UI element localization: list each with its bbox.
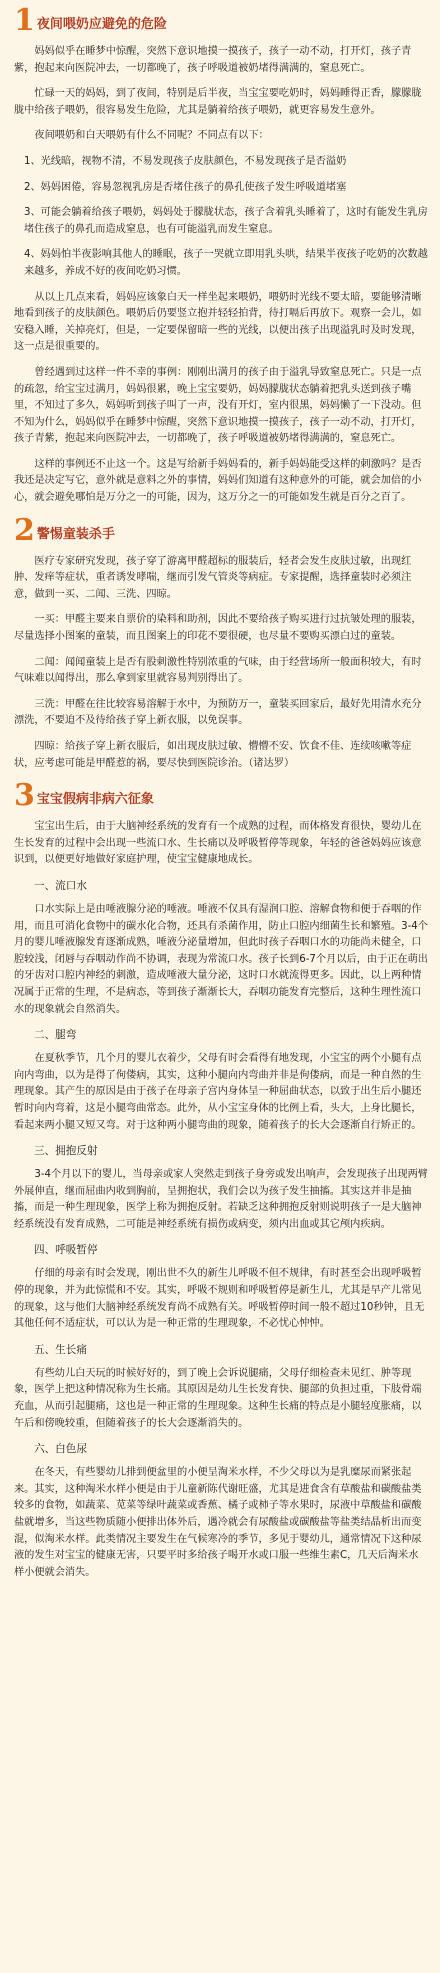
subsection-heading: 一、流口水 xyxy=(34,879,87,892)
subsection-heading: 六、白色尿 xyxy=(34,1443,87,1456)
subsection-heading: 五、生长痛 xyxy=(34,1343,87,1356)
paragraph: 仔细的母亲有时会发现，刚出世不久的新生儿呼吸不但不规律，有时甚至会出现呼吸暂停的现象，并为此惊慌和不安。其实，呼吸不规则和呼吸暂停是新生儿，尤其是早产儿常见的现象，这与他们大脑神经系统发育尚不成熟有关。呼吸暂停时间一般不超过10秒钟，且无其他任何不适症状，可以认为是一种正常的生理现象，不必忧心忡忡。 xyxy=(14,1268,425,1330)
paragraph: 曾经遇到过这样一件不幸的事例：刚刚出满月的孩子由于溢乳导致窒息死亡。只是一点的疏忽，给宝宝过满月，妈妈很累，晚上宝宝要奶，妈妈朦胧状态躺着把乳头送到孩子嘴里，不知过了多久，妈妈听到孩子叫了一声，没有开灯，室内很黑，妈妈懒了一下没动。但不知为什么，妈妈似乎在睡梦中惊醒，突然下意识地摸一摸孩子，孩子一动不动，打开灯，孩子青紫，抱起来向医院冲去，一切都晚了，孩子呼吸道被奶堵得满满的，窒息死亡。 xyxy=(14,366,422,445)
paragraph: 妈妈似乎在睡梦中惊醒，突然下意识地摸一摸孩子，孩子一动不动，打开灯，孩子青紫，抱起来向医院冲去，一切都晚了，孩子呼吸道被奶堵得满满的，窒息死亡。 xyxy=(14,46,412,74)
subsection-heading: 四、呼吸暂停 xyxy=(34,1244,98,1257)
subsection-heading: 二、腿弯 xyxy=(34,1029,77,1042)
section-number: 3 xyxy=(14,778,35,814)
paragraph: 有些幼儿白天玩的时候好好的，到了晚上会诉说腿痛，父母仔细检查未见红、肿等现象，医学上把这种情况称为生长痛。其原因是幼儿生长发育快、腿部的负担过重，下肢骨端充血，从而引起腿痛，这也是一种正常的生理现象。这种生长痛的特点是小腿轻度胀痛，以午后和傍晚较重，但随着孩子的长大会逐渐消失的。 xyxy=(14,1367,422,1429)
paragraph: 一买：甲醛主要来自票价的染料和助剂，因此不要给孩子购买进行过抗皱处理的服装，尽量选择小图案的童装，而且图案上的印花不要很硬，也尽量不要购买漂白过的童装。 xyxy=(14,614,422,643)
section-title: 警惕童装杀手 xyxy=(36,526,115,542)
list-item: 3、可能会躺着给孩子喂奶，妈妈处于朦胧状态，孩子含着乳头睡着了，这时有能发生乳房堵住孩子的鼻孔而造成窒息，也有可能溢乳而发生窒息。 xyxy=(24,207,428,235)
section-header-2 xyxy=(14,512,428,548)
list-item: 1、光线暗，视物不清，不易发现孩子皮肤颜色，不易发现孩子是否溢奶 xyxy=(24,155,347,167)
section-header-1 xyxy=(14,3,428,38)
paragraph: 夜间喂奶和白天喂奶有什么不同呢？不同点有以下： xyxy=(34,130,269,142)
section-number: 2 xyxy=(14,512,35,548)
paragraph: 医疗专家研究发现，孩子穿了游离甲醛超标的服装后，轻者会发生皮肤过敏，出现红肿、发痒等症状，重者诱发哮喘，继而引发气管炎等病症。专家提醒，选择童装时必须注意，做到一买、二闻、三洗、四晾。 xyxy=(14,555,412,600)
section-number: 1 xyxy=(14,3,35,38)
paragraph: 三洗：甲醛在往比较容易溶解于水中，为预防万一，童装买回家后，最好先用清水充分漂洗，不要迫不及待给孩子穿上新衣服，以免误事。 xyxy=(14,698,422,727)
paragraph: 在冬天，有些婴幼儿排到便盆里的小便呈淘米水样，不少父母以为是乳糜尿而紧张起来。其实，这种淘米水样小便是由于儿童新陈代谢旺盛，尤其是进食含有草酸盐和碳酸盐类较多的食物，如蔬菜、苋菜等绿叶蔬菜或香蕉、橘子或柿子等水果时，尿液中草酸盐和碳酸盐就增多，当这些物质随小便排出体外后，遇冷就会有尿酸盐或碳酸盐等盐类结晶析出而变混，似淘米水样。此类情况主要发生在气候寒冷的季节，多见于婴幼儿，通常情况下这种尿液的发生对宝宝的健康无害，只要平时多给孩子喝开水或口服一些维生素C，几天后淘米水样小便就会消失。 xyxy=(14,1467,422,1578)
section-header-3 xyxy=(14,778,428,814)
paragraph: 这样的事例还不止这一个。这是写给新手妈妈看的，新手妈妈能受这样的刺激吗？是否我还是决定写它，意外就是意料之外的事情，妈妈们知道有这种意外的可能，就会加倍的小心，就会避免哪怕是万分之一的可能，因为，这万分之一的可能如发生就是百分之百了。 xyxy=(14,458,422,504)
paragraph: 四晾：给孩子穿上新衣服后，如出现皮肤过敏、懵懵不安、饮食不佳、连续咳嗽等症状，应考虑可能是甲醛惹的祸，要尽快到医院诊治。（诸达罗） xyxy=(14,741,412,769)
paragraph: 在夏秋季节，几个月的婴儿衣着少，父母有时会看得有地发现，小宝宝的两个小腿有点向内弯曲，以为是得了佝偻病，其实，这种小腿向内弯曲并非是佝偻病，而是一种自然的生理现象。其产生的原因是由于孩子在母亲子宫内身体呈一种屈曲状态，以致于出生后小腿还暂时向内弯着，这是小腿弯曲常态。此外，从小宝宝身体的比例上看，头大，上身比腿长，看起来两小腿又短又弯。对于这种两小腿弯曲的现象，随着孩子的长大会逐渐自行矫正的。 xyxy=(14,1053,422,1131)
list-item: 4、妈妈怕半夜影响其他人的睡眠，孩子一哭就立即用乳头哄，结果半夜孩子吃奶的次数越来越多，养成不好的夜间吃奶习惯。 xyxy=(24,249,428,277)
paragraph: 口水实际上是由唾液腺分泌的唾液。唾液不仅具有湿润口腔、溶解食物和便于吞咽的作用，而且可消化食物中的碳水化合物，还具有杀菌作用，防止口腔内细菌生长和繁殖。3-4个月的婴儿唾液腺发育逐渐成熟，唾液分泌量增加，但此时孩子吞咽口水的功能尚未健全，口腔较浅，闭唇与吞咽动作尚不协调，表现为常流口水。孩子长到6-7个月以后，由于正在萌出的牙齿对口腔内神经的刺激，造成唾液大量分泌，这时口水就流得更多。因此，以上两种情况属于正常的生理，不是病态，等到孩子渐渐长大，吞咽功能发育完整后，这种生理性流口水的现象就会自然消失。 xyxy=(14,903,428,1015)
subsection-heading: 三、拥抱反射 xyxy=(34,1145,98,1158)
section-title: 宝宝假病非病六征象 xyxy=(36,792,154,808)
section-title: 夜间喂奶应避免的危险 xyxy=(36,17,167,32)
paragraph: 忙碌一天的妈妈，到了夜间，特别是后半夜，当宝宝要吃奶时，妈妈睡得正香，朦朦胧胧中给孩子喂奶，很容易发生危险，尤其是躺着给孩子喂奶，就更容易发生意外。 xyxy=(14,88,422,116)
paragraph: 宝宝出生后，由于大脑神经系统的发育有一个成熟的过程，而体格发育很快，婴幼儿在生长发育的过程中会出现一些流口水、生长痛以及呼吸暂停等现象，年轻的爸爸妈妈应该意识到，以便更好地做好家庭护理，使宝宝健康地成长。 xyxy=(14,821,422,866)
paragraph: 从以上几点来看，妈妈应该象白天一样坐起来喂奶，喂奶时光线不要太暗，要能够清晰地看到孩子的皮肤颜色。喂奶后仍要竖立抱并轻轻拍背，待打嗝后再放下。观察一会儿，如安稳入睡，关掉亮灯，但是，一定要保留暗一些的光线，以便出孩子出现溢乳时及时发现，这一点是很重要的。 xyxy=(14,291,422,353)
list-item: 2、妈妈困倦，容易忽视乳房是否堵住孩子的鼻孔使孩子发生呼吸道堵塞 xyxy=(24,181,347,193)
paragraph: 3-4个月以下的婴儿，当母亲或家人突然走到孩子身旁或发出响声，会发现孩子出现两臂外展伸直，继而屈曲内收到胸前，呈拥抱状，我们会以为孩子发生抽搐。其实这并非是抽搐，而是一种生理现象，医学上称为拥抱反射。若缺乏这种拥抱反射则说明孩子一是大脑神经系统没有发育成熟，二可能是神经系统有损伤或病变，须内出血或其它颅内疾病。 xyxy=(14,1169,428,1230)
paragraph: 二闻：闻闻童装上是否有股刺激性特别浓重的气味，由于经营场所一般面积较大，有时气味难以闻得出，那么拿到家里就容易判别得出了。 xyxy=(14,656,422,685)
